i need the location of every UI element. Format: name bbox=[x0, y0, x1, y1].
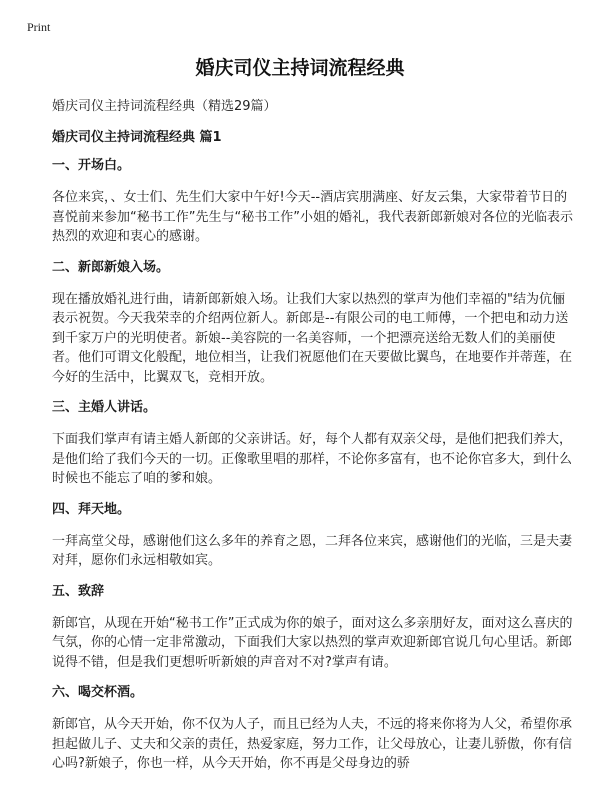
section-heading-2: 二、新郎新娘入场。 bbox=[52, 259, 170, 275]
section-heading-6: 六、喝交杯酒。 bbox=[52, 685, 144, 700]
section-paragraph-4: 一拜高堂父母，感谢他们这么多年的养育之恩，二拜各位来宾，感谢他们的光临，三是夫妻对拜，愿你们永远相敬如宾。 bbox=[52, 533, 573, 568]
section-heading-4: 四、拜天地。 bbox=[52, 501, 131, 517]
section-heading-1: 一、开场白。 bbox=[52, 158, 131, 173]
section-heading-3: 三、主婚人讲话。 bbox=[52, 400, 157, 415]
section-paragraph-5: 新郎官，从现在开始“秘书工作”正式成为你的娘子，面对这么多亲朋好友，面对这么喜庆的气氛，你的心情一定非常激动，下面我们大家以热烈的掌声欢迎新郎官说几句心里话。新郎说得不错，但是我们更想听听新娘的声音对不对?掌声有请。 bbox=[52, 615, 573, 670]
section-paragraph-6: 新郎官，从今天开始，你不仅为人子，而且已经为人夫，不远的将来你将为人父，希望你承担起做儿子、丈夫和父亲的责任，热爱家庭，努力工作，让父母放心，让妻儿骄傲，你有信心吗?新娘子，你也一样，从今天开始，你不再是父母身边的骄 bbox=[52, 717, 573, 771]
document-title: 婚庆司仪主持词流程经典 bbox=[195, 57, 405, 79]
print-label[interactable]: Print bbox=[27, 20, 51, 34]
section-paragraph-3: 下面我们掌声有请主婚人新郎的父亲讲话。好，每个人都有双亲父母，是他们把我们养大，是他们给了我们今天的一切。正像歌里唱的那样，不论你多富有，也不论你官多大，到什么时候也不能忘了咱的爹和娘。 bbox=[52, 432, 573, 486]
document-subtitle: 婚庆司仪主持词流程经典（精选29篇） bbox=[52, 99, 277, 114]
section-paragraph-1: 各位来宾，、女士们、先生们大家中午好!今天--酒店宾朋满座、好友云集，大家带着节日的喜悦前来参加“秘书工作”先生与“秘书工作”小姐的婚礼，我代表新郎新娘对各位的光临表示热烈的欢迎和衷心的感谢。 bbox=[52, 190, 573, 244]
section-heading-5: 五、致辞 bbox=[52, 583, 105, 599]
section-paragraph-2: 现在播放婚礼进行曲，请新郎新娘入场。让我们大家以热烈的掌声为他们幸福的"结为伉俪表示祝贺。今天我荣幸的介绍两位新人。新郎是--有限公司的电工师傅，一个把电和动力送到千家万户的光明使者。新娘--美容院的一名美容师，一个把漂亮送给无数人们的美丽使者。他们可谓文化般配，地位相当，让我们祝愿他们在天要做比翼鸟，在地要作并蒂莲，在今好的生活中，比翼双飞，竞相开放。 bbox=[52, 291, 573, 385]
document-body bbox=[52, 157, 577, 786]
section-title: 婚庆司仪主持词流程经典 篇1 bbox=[52, 130, 222, 145]
